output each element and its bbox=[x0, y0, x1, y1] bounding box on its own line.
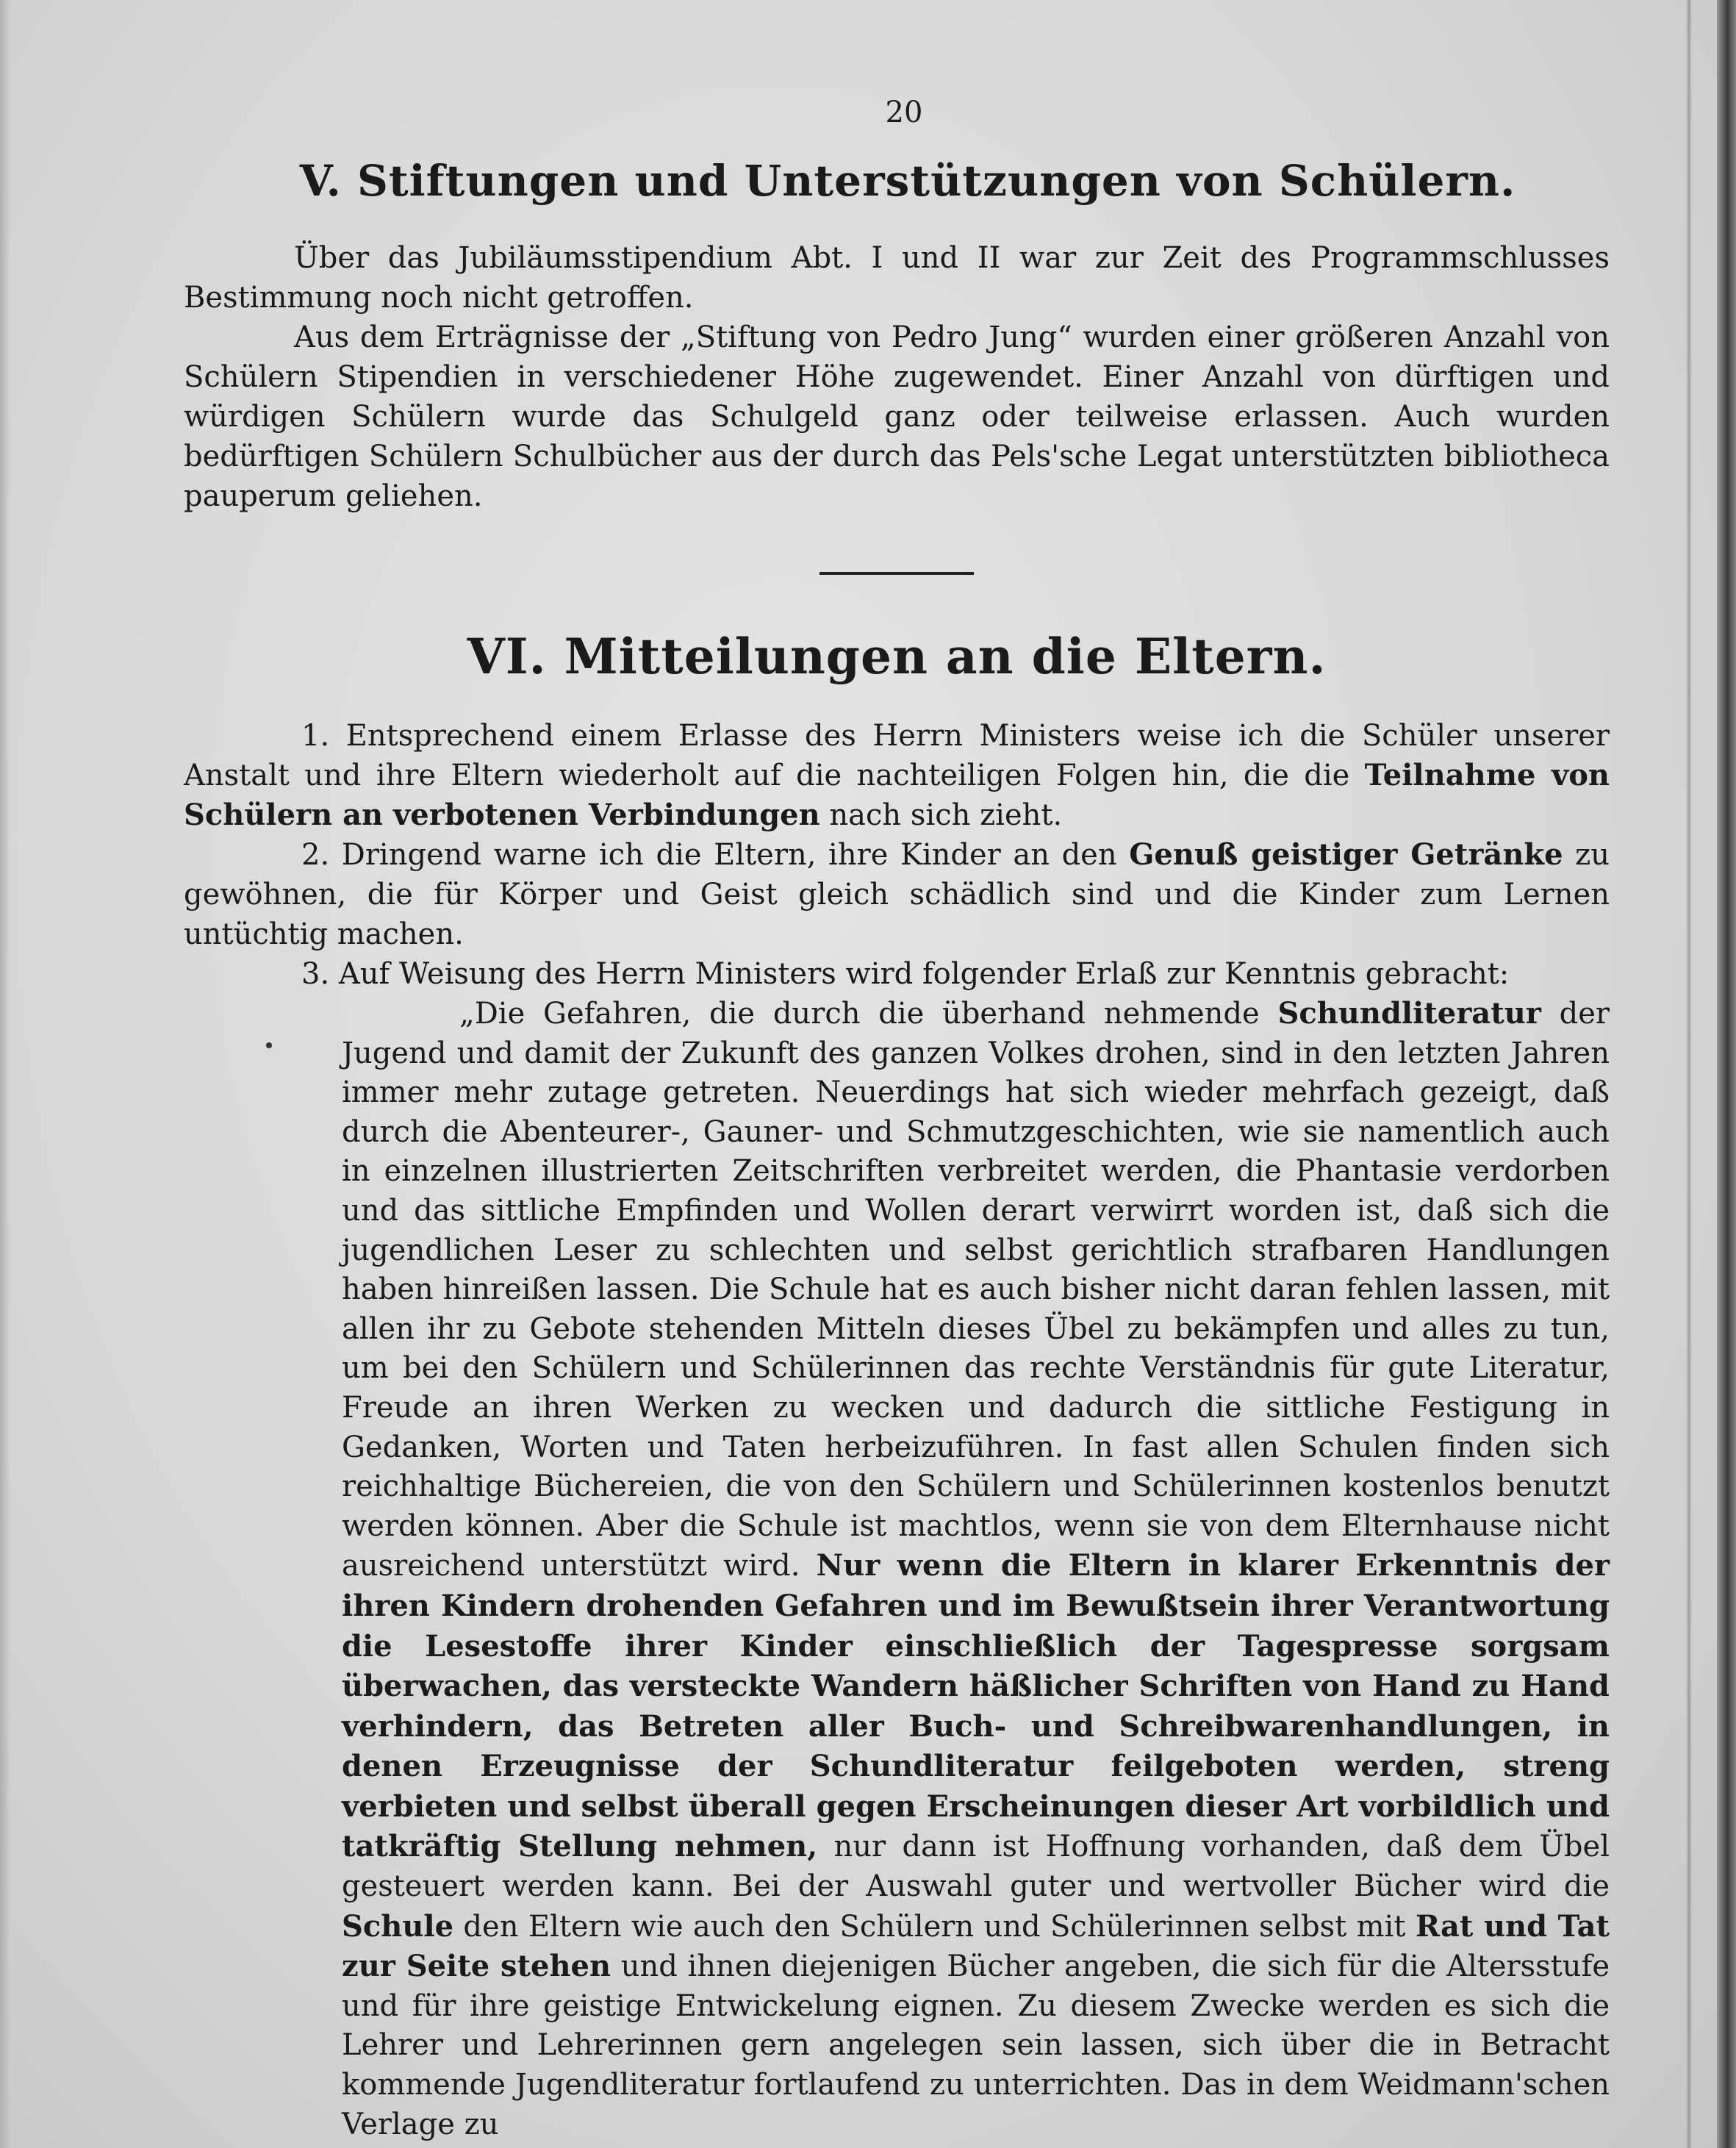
page-fold-shadow bbox=[1686, 0, 1692, 2148]
section-vi-heading: VI. Mitteilungen an die Eltern. bbox=[467, 628, 1327, 685]
page-right-edge bbox=[1717, 0, 1736, 2148]
quote-text-5: und ihnen diejenigen Bücher angeben, die sich für die Altersstufe und für ihre geistige Entwickelung eignen. Zu diesem Zwecke werden es sich die Lehrer und Lehrerinnen gern angelegen sein lassen, sich über die in Betracht kommende Jugendliteratur fortlaufend zu unterrichten. Das in dem Weidmann'schen Verlage zu bbox=[342, 1950, 1610, 2141]
quote-emphasis-3: Schule bbox=[342, 1908, 454, 1944]
page-left-edge bbox=[0, 0, 10, 2148]
quote-emphasis-2: Nur wenn die Eltern in klarer Erkenntnis der ihren Kindern drohenden Gefahren und im Bewußtsein ihrer Verantwortung die Lesestoffe ihrer Kinder einschließlich der Tagespresse sorgsam überwachen, das versteckte Wandern häßlicher Schriften von Hand zu Hand verhindern, das Betreten aller Buch- und Schreibwarenhandlungen, in denen Erzeugnisse der Schundliteratur feilgeboten werden, streng verbieten und selbst überall gegen Erscheinungen dieser Art vorbildlich und tatkräftig Stellung nehmen, bbox=[342, 1548, 1610, 1864]
decree-quote bbox=[342, 994, 1610, 2144]
section-v-heading: V. Stiftungen und Unterstützungen von Schülern. bbox=[299, 156, 1516, 206]
section-v-paragraph-2: Aus dem Erträgnisse der „Stiftung von Pedro Jung“ wurden einer größeren Anzahl von Schülern Stipendien in verschiedener Höhe zugewendet. Einer Anzahl von dürftigen und würdigen Schülern wurde das Schulgeld ganz oder teilweise erlassen. Auch wurden bedürftigen Schülern Schulbücher aus der durch das Pels'sche Legat unterstützten bibliotheca pauperum geliehen. bbox=[184, 321, 1610, 513]
item-2-text-b: zu gewöhnen, die für Körper und Geist gleich schädlich sind und die Kinder zum Lernen untüchtig machen. bbox=[184, 838, 1610, 951]
item-1-text-b: nach sich zieht. bbox=[819, 798, 1063, 832]
quote-text-1: „Die Gefahren, die durch die überhand nehmende bbox=[459, 997, 1278, 1031]
section-vi-item-3-intro: 3. Auf Weisung des Herrn Ministers wird folgender Erlaß zur Kenntnis gebracht: bbox=[301, 957, 1510, 991]
quote-text-3: nur dann ist Hoffnung vorhanden, daß dem Übel gesteuert werden kann. Bei der Auswahl guter und wertvoller Bücher wird die bbox=[342, 1830, 1610, 1904]
item-2-emphasis: Genuß geistiger Getränke bbox=[1129, 837, 1563, 872]
item-1-text-a: 1. Entsprechend einem Erlasse des Herrn Ministers weise ich die Schüler unserer Anstalt und ihre Eltern wiederholt auf die nachteiligen Folgen hin, die die bbox=[184, 719, 1610, 792]
quote-emphasis-4: Rat und Tat zur Seite stehen bbox=[342, 1908, 1610, 1984]
section-divider bbox=[819, 572, 974, 575]
quote-text-4: den Eltern wie auch den Schülern und Schülerinnen selbst mit bbox=[453, 1909, 1416, 1944]
document-page bbox=[184, 96, 1610, 2144]
quote-text-2: der Jugend und damit der Zukunft des ganzen Volkes drohen, sind in den letzten Jahren immer mehr zutage getreten. Neuerdings hat sich wieder mehrfach gezeigt, daß durch die Abenteurer-, Gauner- und Schmutzgeschichten, wie sie namentlich auch in einzelnen illustrierten Zeitschriften verbreitet werden, die Phantasie verdorben und das sittliche Empfinden und Wollen derart verwirrt worden ist, daß sich die jugendlichen Leser zu schlechten und selbst gerichtlich strafbaren Handlungen haben hinreißen lassen. Die Schule hat es auch bisher nicht daran fehlen lassen, mit allen ihr zu Gebote stehenden Mitteln dieses Übel zu bekämpfen und alles zu tun, um bei den Schülern und Schülerinnen das rechte Verständnis für gute Literatur, Freude an ihren Werken zu wecken und dadurch die sittliche Festigung in Gedanken, Worten und Taten herbeizuführen. In fast allen Schulen finden sich reichhaltige Büchereien, die von den Schülern und Schülerinnen kostenlos benutzt werden können. Aber die Schule ist machtlos, wenn sie von dem Elternhause nicht ausreichend unterstützt wird. bbox=[342, 997, 1610, 1583]
item-2-text-a: 2. Dringend warne ich die Eltern, ihre Kinder an den bbox=[301, 838, 1130, 872]
quote-emphasis-1: Schundliteratur bbox=[1277, 996, 1541, 1031]
section-v-paragraph-1: Über das Jubiläumsstipendium Abt. I und II war zur Zeit des Programmschlusses Bestimmung noch nicht getroffen. bbox=[184, 241, 1610, 315]
page-number: 20 bbox=[885, 96, 923, 129]
item-1-emphasis: Teilnahme von Schülern an verbotenen Verbindungen bbox=[184, 758, 1610, 832]
section-vi-item-2 bbox=[184, 835, 1610, 954]
section-vi-item-1 bbox=[184, 716, 1610, 835]
